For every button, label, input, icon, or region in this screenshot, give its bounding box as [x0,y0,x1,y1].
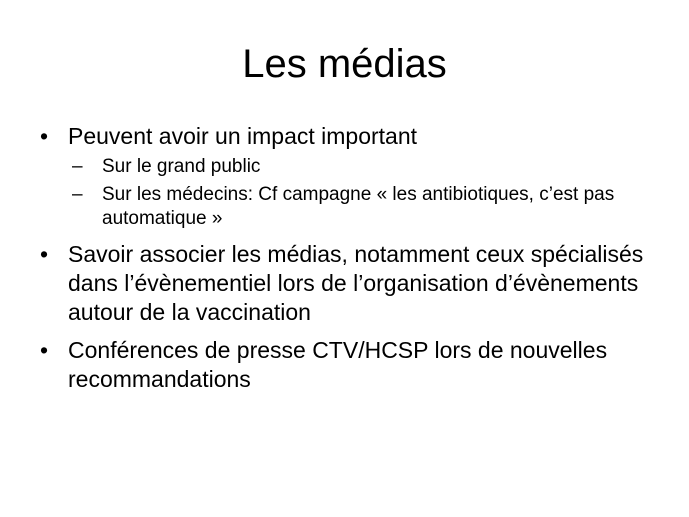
sub-bullet-text: Sur les médecins: Cf campagne « les antibiotiques, c’est pas automatique » [102,184,615,229]
bullet-marker: • [40,337,49,363]
bullet-item [40,336,660,394]
slide-title: Les médias [242,42,447,86]
bullet-marker: • [40,241,49,267]
sub-bullet-item [72,183,660,231]
bullet-list [40,122,660,403]
sub-bullet-list [68,155,660,231]
bullet-marker: • [40,123,49,149]
bullet-item [40,122,660,231]
bullet-text: Conférences de presse CTV/HCSP lors de nouvelles recommandations [68,337,608,392]
bullet-text: Peuvent avoir un impact important [68,123,418,149]
sub-bullet-marker: – [72,184,83,205]
sub-bullet-item [72,155,660,179]
sub-bullet-marker: – [72,156,83,177]
bullet-text: Savoir associer les médias, notamment ceux spécialisés dans l’évènementiel lors de l’organisation d’évènements autour de la vaccination [68,241,644,325]
sub-bullet-text: Sur le grand public [102,156,261,177]
bullet-item [40,240,660,327]
